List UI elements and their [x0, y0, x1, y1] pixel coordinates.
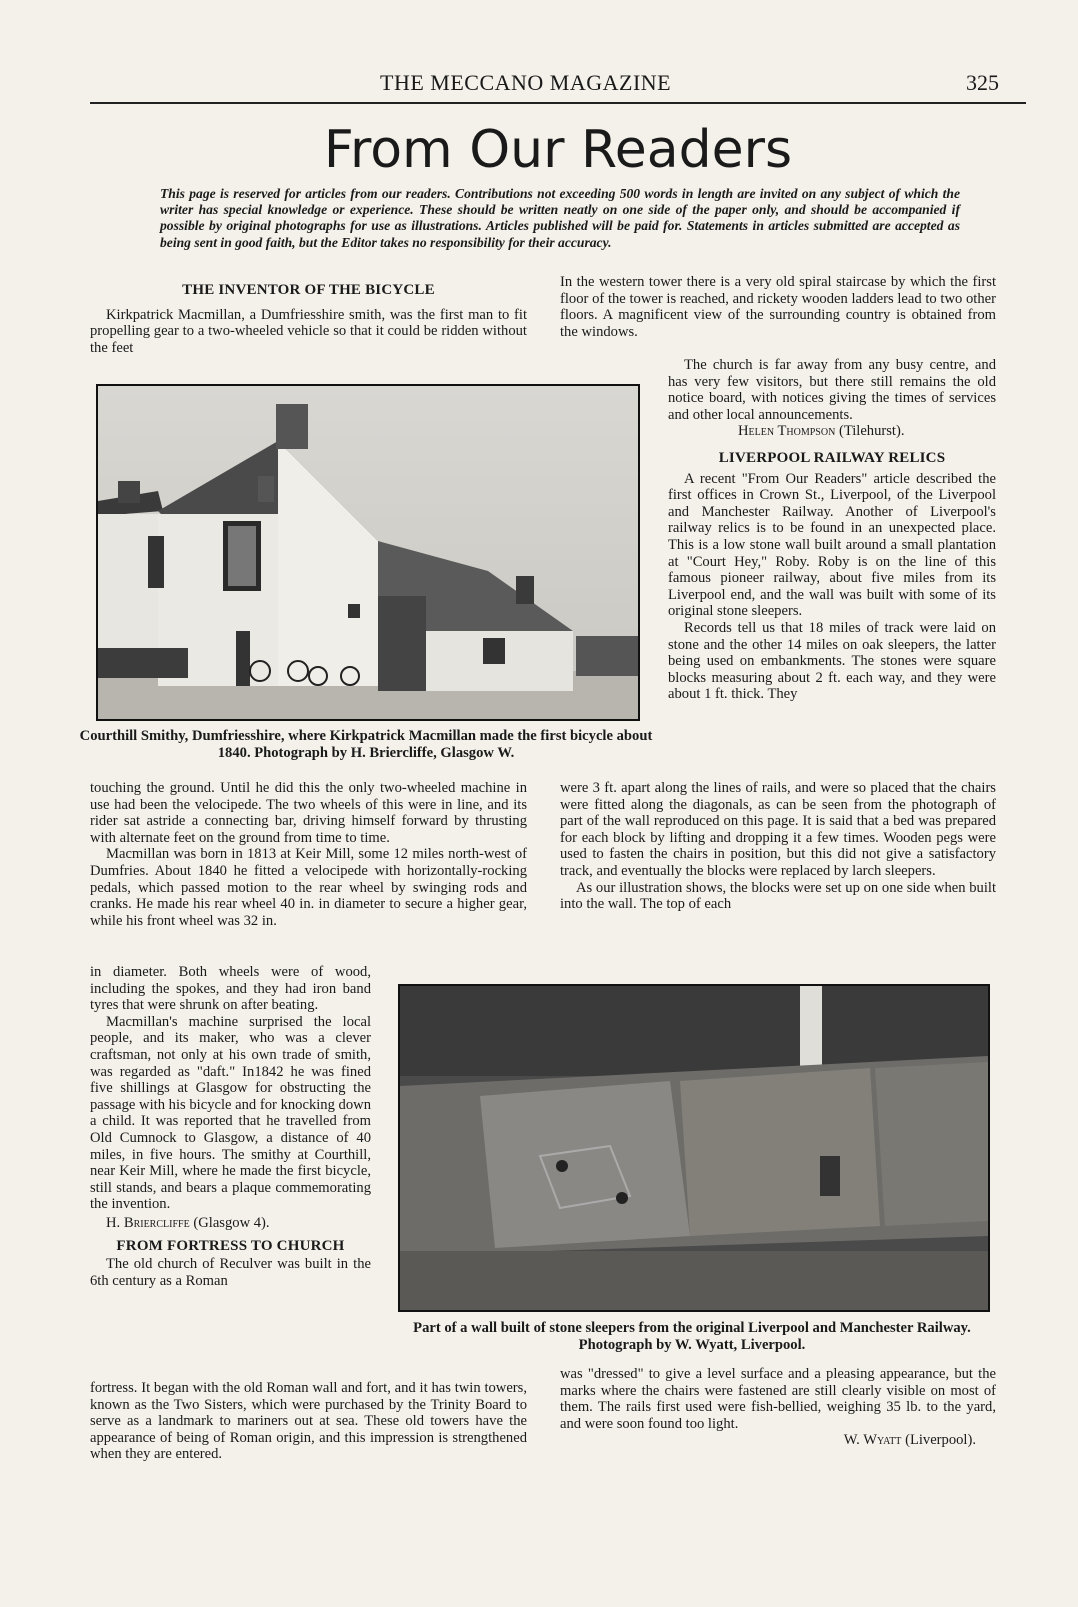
header-rule	[90, 102, 1026, 104]
stone-sleepers-illustration	[400, 986, 988, 1310]
church-para-1b: fortress. It began with the old Roman wall and fort, and it has twin towers, known as the Two Sisters, which were purchased by the Trinity Board to serve as a landmark to mariners out at sea. These old towers have the appearance of being of Roman origin, and this impression is strengthened when they are entered.	[90, 1380, 527, 1463]
church-heading: FROM FORTRESS TO CHURCH	[116, 1237, 345, 1254]
railway-para-1: A recent "From Our Readers" article described the first offices in Crown St., Liverpool, of the Liverpool and Manchester Railway. Another of Liverpool's railway relics is to be found in an unexpected place. This is a low stone wall built around a small plantation at "Court Hey," Roby. Roby is on the line of this famous pioneer railway, about five miles from its Liverpool end, and the wall was built with some of its original stone sleepers.	[668, 470, 996, 620]
bicycle-article-bottom	[90, 964, 371, 1289]
smithy-photo-caption: Courthill Smithy, Dumfriesshire, where Kirkpatrick Macmillan made the first bicycle about 1840. Photograph by H. Briercliffe, Glasgow W.	[79, 728, 653, 761]
bicycle-para-3: Macmillan's machine surprised the local people, and its maker, who was a clever craftsman, not only at his own trade of smith, was regarded as "daft." In1842 he was fined five shillings at Glasgow for obstructing the passage with his bicycle and for knocking down a child. It was reported that he travelled from Old Cumnock to Glasgow, a distance of 40 miles, in five hours. The smithy at Courthill, near Keir Mill, where he made the first bicycle, still stands, and bears a plaque commemorating the invention.	[90, 1013, 371, 1213]
railway-author: W. Wyatt	[843, 1432, 902, 1449]
railway-para-3: As our illustration shows, the blocks were set up on one side when built into the wall. The top of each	[560, 879, 996, 913]
intro-text: This page is reserved for articles from our readers. Contributions not exceeding 500 words in length are invited on any subject of which the writer has special knowledge or experience. These should be written neatly on one side of the paper only, and should be accompanied if possible by original photographs for use as illustrations. Articles published will be paid for. Statements in articles submitted are accepted as being sent in good faith, but the Editor takes no responsibility for their accuracy.	[160, 186, 960, 250]
bicycle-place: (Glasgow 4).	[193, 1214, 270, 1231]
church-place: (Tilehurst).	[838, 423, 905, 440]
bicycle-signature	[90, 1215, 371, 1232]
bicycle-article-top	[90, 282, 527, 356]
stone-wall-photo	[398, 984, 990, 1312]
magazine-title: THE MECCANO MAGAZINE	[380, 70, 672, 95]
bicycle-para-2: Macmillan was born in 1813 at Keir Mill, some 12 miles north-west of Dumfries. About 1840 he fitted a velocipede with horizontally-rocking pedals, which passed motion to the rear wheel by swinging rods and cranks. He made his rear wheel 40 in. in diameter to secure a higher gear, while his front wheel was 32 in.	[90, 846, 527, 929]
railway-place: (Liverpool).	[905, 1432, 976, 1449]
church-article-bottom	[90, 1380, 527, 1463]
church-author: Helen Thompson	[738, 423, 836, 440]
church-para-2: In the western tower there is a very old spiral staircase by which the first floor of the tower is reached, and rickety wooden ladders lead to two other floors. A magnificent view of the surrounding country is obtained from the windows.	[560, 274, 996, 340]
railway-para-2: Records tell us that 18 miles of track were laid on stone and the other 14 miles on oak sleepers, the latter being used on embankments. The stones were square blocks measuring about 2 ft. each way, and they were about 1 ft. thick. They	[668, 619, 996, 703]
page-number: 325	[966, 70, 999, 95]
stone-wall-photo-caption: Part of a wall built of stone sleepers from the original Liverpool and Manchester Railway. Photograph by W. Wyatt, Liverpool.	[413, 1320, 971, 1353]
railway-signature	[560, 1432, 996, 1449]
railway-para-3-cont: was "dressed" to give a level surface and a pleasing appearance, but the marks where the chairs were fastened are still clearly visible on most of them. The rails first used were fish-bellied, weighing 35 lb. to the yard, and were soon found too light.	[560, 1366, 996, 1432]
railway-para-2-cont: were 3 ft. apart along the lines of rails, and were so placed that the chairs were fitted along the diagonals, as can be seen from the photograph of part of the wall reproduced on this page. It is said that a bed was prepared for each block by lifting and dropping it a few times. Wooden pegs were used to fasten the chairs in position, but this did not give a satisfactory track, and eventually the blocks were replaced by larch sleepers.	[560, 780, 996, 879]
railway-article-bottom	[560, 1366, 996, 1449]
railway-article-mid	[560, 780, 996, 913]
smithy-house-illustration	[98, 386, 638, 719]
bicycle-heading: THE INVENTOR OF THE BICYCLE	[182, 282, 435, 298]
railway-heading: LIVERPOOL RAILWAY RELICS	[718, 449, 946, 466]
bicycle-article-mid	[90, 780, 527, 929]
church-para-3: The church is far away from any busy centre, and has very few visitors, but there still remains the old notice board, with notices giving the times of services and other local announcements.	[668, 357, 996, 423]
bicycle-author: H. Briercliffe	[106, 1214, 190, 1231]
bicycle-para-1-cont: touching the ground. Until he did this the only two-wheeled machine in use had been the velocipede. The two wheels of this were in line, and its rider sat astride a connecting bar, driving himself forward by thrusting with alternate feet on the ground from time to time.	[90, 780, 527, 846]
smithy-photo	[96, 384, 640, 721]
bicycle-para-1: Kirkpatrick Macmillan, a Dumfriesshire smith, was the first man to fit propelling gear to a two-wheeled vehicle so that it could be ridden without the feet	[90, 306, 527, 356]
church-article-right	[560, 274, 996, 340]
church-para-1a: The old church of Reculver was built in the 6th century as a Roman	[90, 1256, 371, 1289]
right-column-narrow	[668, 357, 996, 703]
page-title: From Our Readers	[323, 120, 793, 180]
bicycle-para-2-cont: in diameter. Both wheels were of wood, including the spokes, and they had iron band tyres that were shrunk on after beating.	[90, 964, 371, 1014]
church-signature	[668, 423, 996, 440]
